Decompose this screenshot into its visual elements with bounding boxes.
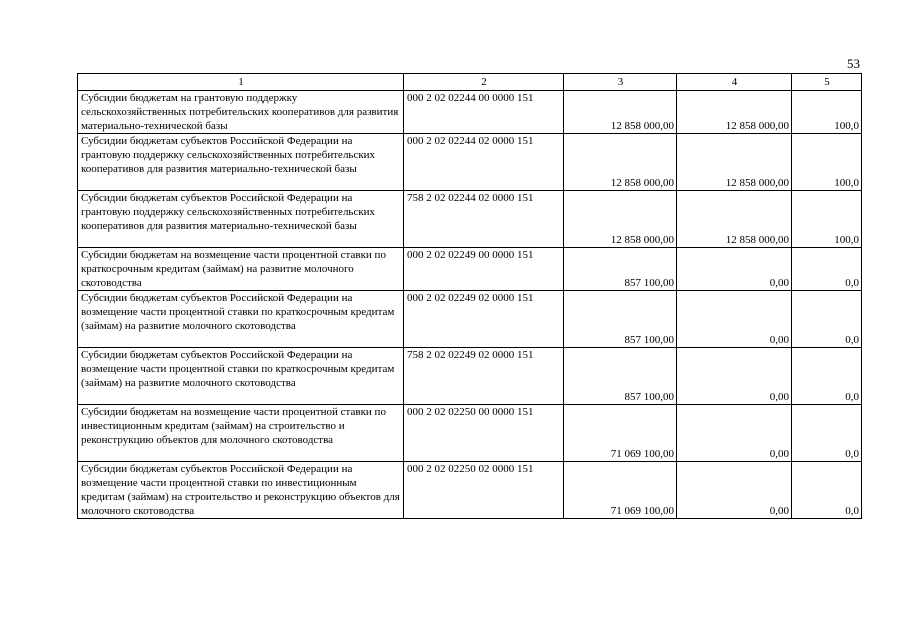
row-code: 000 2 02 02249 00 0000 151	[404, 248, 564, 291]
header-row	[78, 74, 862, 91]
row-col4: 12 858 000,00	[677, 134, 792, 191]
page-number: 53	[847, 56, 860, 71]
row-name: Субсидии бюджетам на возмещение части процентной ставки по краткосрочным кредитам (займам) на развитие молочного скотоводства	[78, 248, 404, 291]
row-name: Субсидии бюджетам на возмещение части процентной ставки по инвестиционным кредитам (займам) на строительство и реконструкцию объектов для молочного скотоводства	[78, 405, 404, 462]
row-code: 000 2 02 02249 02 0000 151	[404, 291, 564, 348]
row-col4: 0,00	[677, 405, 792, 462]
row-name: Субсидии бюджетам субъектов Российской Федерации на возмещение части процентной ставки по краткосрочным кредитам (займам) на развитие молочного скотоводства	[78, 291, 404, 348]
table-row	[78, 248, 862, 291]
header-cell: 2	[404, 74, 564, 91]
row-col5: 0,0	[792, 248, 862, 291]
row-col4: 12 858 000,00	[677, 191, 792, 248]
header-cell: 5	[792, 74, 862, 91]
row-col4: 0,00	[677, 462, 792, 519]
row-col5: 100,0	[792, 91, 862, 134]
row-name: Субсидии бюджетам субъектов Российской Федерации на грантовую поддержку сельскохозяйственных потребительских кооперативов для развития материально-технической базы	[78, 191, 404, 248]
header-cell: 1	[78, 74, 404, 91]
row-name: Субсидии бюджетам субъектов Российской Федерации на грантовую поддержку сельскохозяйственных потребительских кооперативов для развития материально-технической базы	[78, 134, 404, 191]
row-code: 000 2 02 02244 02 0000 151	[404, 134, 564, 191]
row-code: 000 2 02 02250 02 0000 151	[404, 462, 564, 519]
row-col4: 0,00	[677, 348, 792, 405]
table-row	[78, 134, 862, 191]
row-name: Субсидии бюджетам на грантовую поддержку сельскохозяйственных потребительских кооперативов для развития материально-технической базы	[78, 91, 404, 134]
row-code: 000 2 02 02244 00 0000 151	[404, 91, 564, 134]
row-col3: 857 100,00	[564, 248, 677, 291]
table-row	[78, 405, 862, 462]
table-row	[78, 348, 862, 405]
row-col3: 857 100,00	[564, 348, 677, 405]
row-col4: 0,00	[677, 248, 792, 291]
budget-table	[77, 73, 862, 519]
row-code: 000 2 02 02250 00 0000 151	[404, 405, 564, 462]
row-col5: 100,0	[792, 191, 862, 248]
header-cell: 3	[564, 74, 677, 91]
row-col3: 71 069 100,00	[564, 462, 677, 519]
row-col5: 100,0	[792, 134, 862, 191]
header-cell: 4	[677, 74, 792, 91]
table-row	[78, 91, 862, 134]
row-col4: 0,00	[677, 291, 792, 348]
row-col5: 0,0	[792, 405, 862, 462]
row-name: Субсидии бюджетам субъектов Российской Федерации на возмещение части процентной ставки по инвестиционным кредитам (займам) на строительство и реконструкцию объектов для молочного скотоводства	[78, 462, 404, 519]
row-col5: 0,0	[792, 462, 862, 519]
row-col3: 12 858 000,00	[564, 91, 677, 134]
row-name: Субсидии бюджетам субъектов Российской Федерации на возмещение части процентной ставки по краткосрочным кредитам (займам) на развитие молочного скотоводства	[78, 348, 404, 405]
row-code: 758 2 02 02249 02 0000 151	[404, 348, 564, 405]
table-row	[78, 462, 862, 519]
row-col3: 857 100,00	[564, 291, 677, 348]
table-row	[78, 291, 862, 348]
row-col5: 0,0	[792, 291, 862, 348]
table-row	[78, 191, 862, 248]
row-code: 758 2 02 02244 02 0000 151	[404, 191, 564, 248]
row-col3: 71 069 100,00	[564, 405, 677, 462]
row-col4: 12 858 000,00	[677, 91, 792, 134]
row-col5: 0,0	[792, 348, 862, 405]
row-col3: 12 858 000,00	[564, 191, 677, 248]
row-col3: 12 858 000,00	[564, 134, 677, 191]
